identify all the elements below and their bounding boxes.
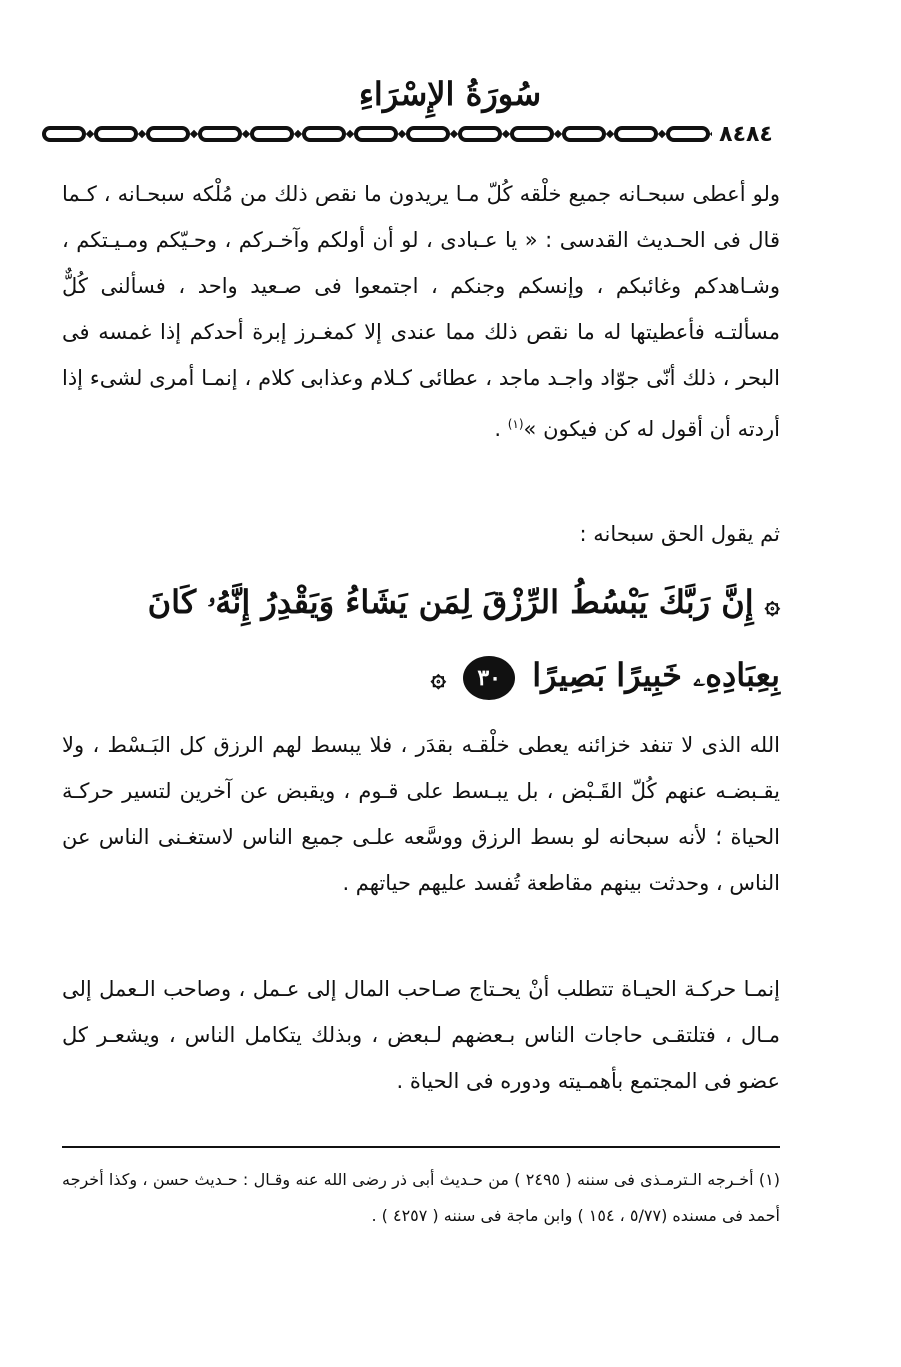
paragraph-2: الله الذى لا تنفد خزائنه يعطى خلْقـه بقدَر ، فلا يبسط لهم الرزق كل البَـسْط ، ولا يقـبضـه عنهم كُلّ القَـبْض ، بل يبـسط على قـوم ، ويقبض عن آخرين لتسير حركـة الحياة ؛ لأنه سبحانه لو بسط الرزق ووسَّعه علـى جميع الناس لاستغـنى الناس عن الناس ، وحدثت بينهم مقاطعة تُفسد عليهم حياتهم . (62, 733, 780, 895)
chain-dot (398, 130, 406, 138)
chain-dot (190, 130, 198, 138)
chain-link (252, 128, 292, 140)
chain-link (304, 128, 344, 140)
verse-close-ornament-icon: ۞ (430, 662, 446, 693)
page-number: ٨٤٨٤ (712, 120, 780, 150)
verse-lead-in: ثم يقول الحق سبحانه : (579, 522, 780, 546)
verse-open-ornament-icon: ۞ (764, 589, 780, 620)
chain-link (148, 128, 188, 140)
quran-verse-line-2 (240, 645, 780, 708)
verse-line-1-text: إِنَّ رَبَّكَ يَبْسُطُ الرِّزْقَ لِمَن يَشَاءُ وَيَقْدِرُ إِنَّهُۥ كَانَ (147, 583, 754, 621)
chain-link (616, 128, 656, 140)
footnote: (١) أخـرجه الـترمـذى فى سننه ( ٢٤٩٥ ) من حـديث أبى ذر رضى الله عنه وقـال : حـديث حسن ، وكذا أخرجه أحمد فى مسنده (٥/٧٧ ، ١٥٤ ) وابن ماجة فى سننه ( ٤٢٥٧ ) . (62, 1170, 780, 1225)
chain-link (200, 128, 240, 140)
chain-link (564, 128, 604, 140)
chain-dot (86, 130, 94, 138)
surah-title: سُورَةُ الإِسْرَاءِ (358, 75, 542, 113)
chain-dot (294, 130, 302, 138)
ayah-number-badge: ٣٠ (463, 656, 515, 700)
paragraph-3: إنمـا حركـة الحيـاة تتطلب أنْ يحـتاج صـاحب المال إلى عـمل ، وصاحب الـعمل إلى مـال ، فتلتقـى حاجات الناس بـعضهم لـبعض ، وبذلك يتكامل الناس ، ويشعـر كل عضو فى المجتمع بأهمـيته ودوره فى الحياة . (62, 977, 780, 1093)
chain-dot (346, 130, 354, 138)
quran-verse-line-1 (120, 572, 780, 635)
paragraph-1 (62, 171, 780, 452)
chain-link (356, 128, 396, 140)
chain-dot (138, 130, 146, 138)
chain-dot (606, 130, 614, 138)
chain-dot (502, 130, 510, 138)
verse-line-2-text: بِعِبَادِهِۦ خَبِيرًا بَصِيرًا (532, 656, 780, 694)
chain-dot (242, 130, 250, 138)
chain-link (96, 128, 136, 140)
ornamental-chain-divider (40, 124, 810, 144)
paragraph-1-text: ولو أعطى سبحـانه جميع خلْقه كُلّ مـا يريدون ما نقص ذلك من مُلْكه سبحـانه ، كـما قال فى الحـديث القدسى : « يا عـبادى ، لو أن أولكم وآخـركم ، وحـيّكم ومـيـتكم ، وشـاهدكم وغائبكم ، وإنسكم وجنكم ، اجتمعوا فى صـعيد واحد ، فسألنى كُلٌّ مسألتـه فأعطيتها له ما نقص ذلك مما عندى إلا كمغـرز إبرة أحدكم إذا غمسه فى البحر ، ذلك أنّى جوّاد واجـد ماجد ، عطائى كـلام وعذابى كلام ، إنمـا أمرى لشىء إذا أردته أن أقول له كن فيكون » (62, 182, 780, 441)
paragraph-1-end: . (494, 417, 508, 441)
footnote-separator (62, 1146, 780, 1148)
chain-dot (450, 130, 458, 138)
chain-link (512, 128, 552, 140)
chain-link (460, 128, 500, 140)
footnote-reference[interactable]: (١) (507, 417, 524, 431)
chain-link (668, 128, 708, 140)
chain-dot (554, 130, 562, 138)
chain-dot (658, 130, 666, 138)
chain-link (408, 128, 448, 140)
chain-link (44, 128, 84, 140)
